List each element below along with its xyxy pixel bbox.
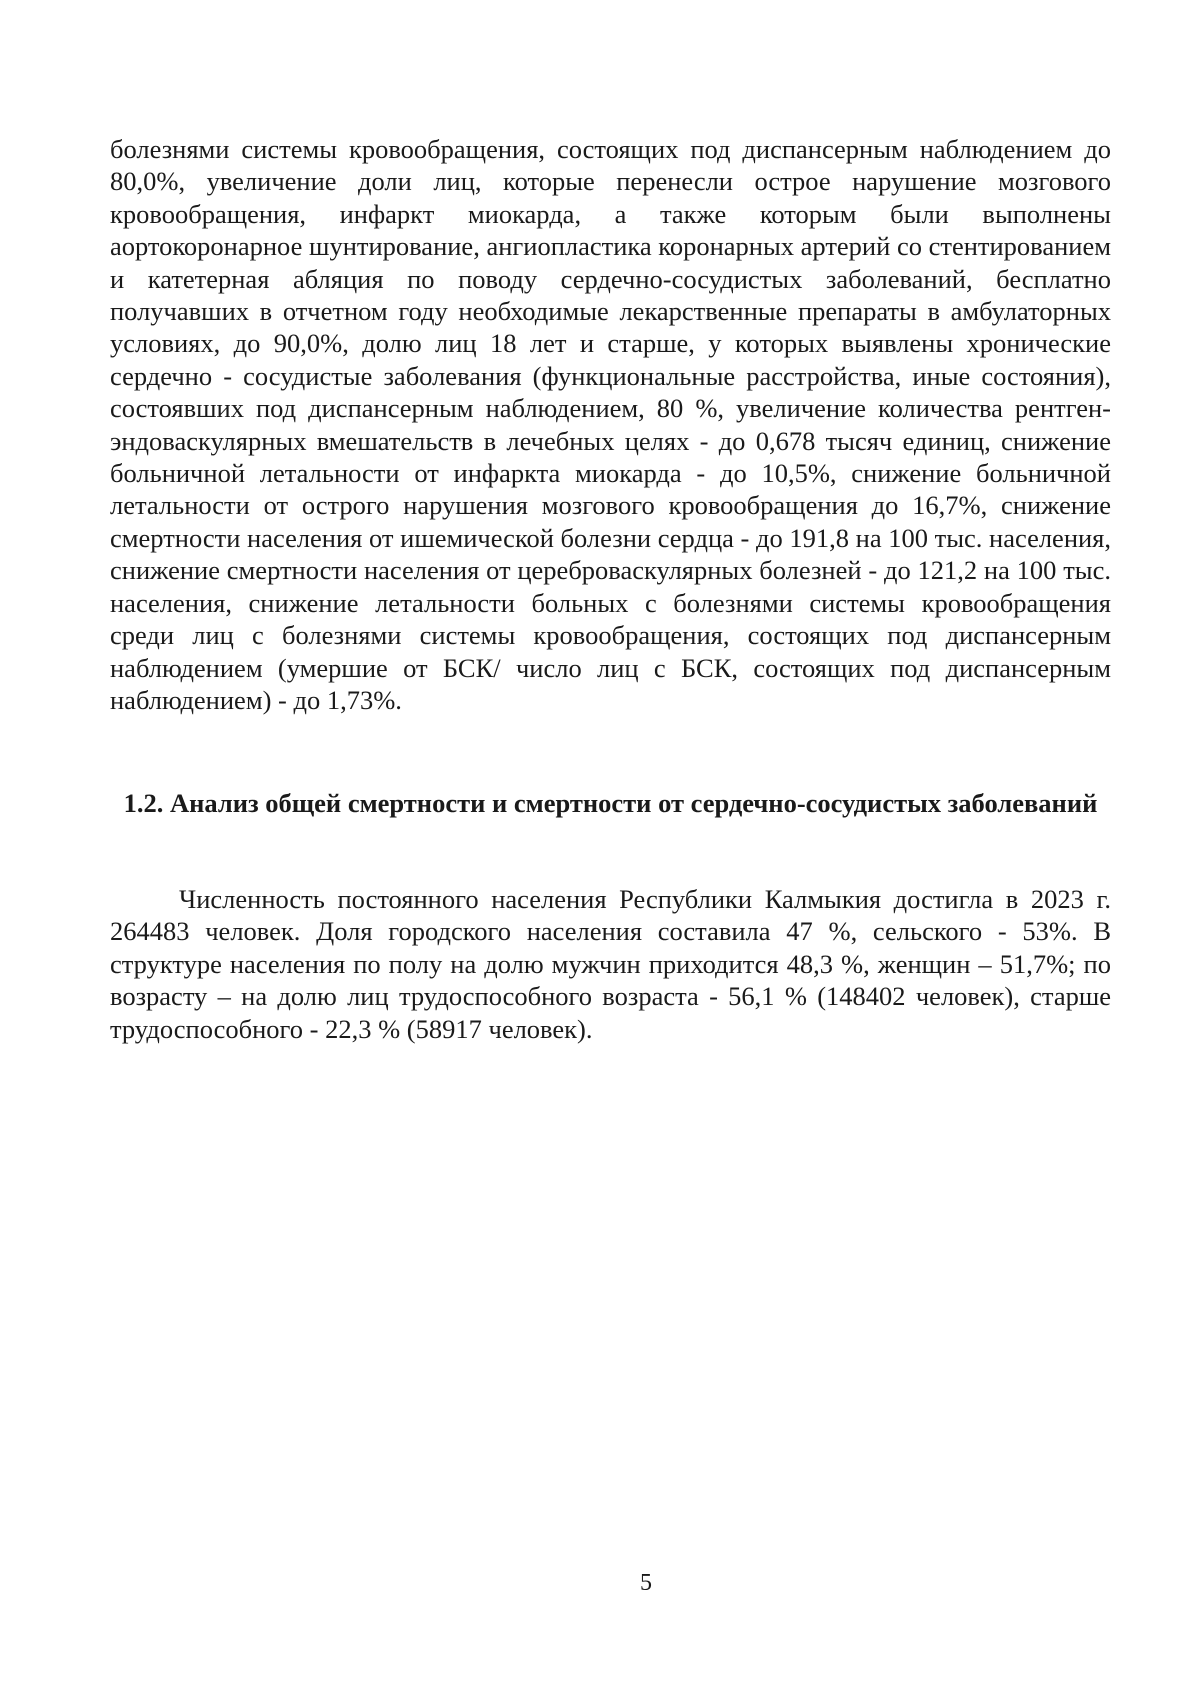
body-paragraph-population: Численность постоянного населения Республики Калмыкия достигла в 2023 г. 264483 человек. Доля городского населения составила 47 %, сельского - 53%. В структуре населения по полу на долю мужчин приходится 48,3 %, женщин – 51,7%; по возрасту – на долю лиц трудоспособного возраста - 56,1 % (148402 человек), старше трудоспособного - 22,3 % (58917 человек). (110, 884, 1111, 1044)
body-paragraph-continued: болезнями системы кровообращения, состоящих под диспансерным наблюдением до 80,0%, увеличение доли лиц, которые перенесли острое нарушение мозгового кровообращения, инфаркт миокарда, а также которым были выполнены аортокоронарное шунтирование, ангиопластика коронарных артерий со стентированием и катетерная абляция по поводу сердечно-сосудистых заболеваний, бесплатно получавших в отчетном году необходимые лекарственные препараты в амбулаторных условиях, до 90,0%, долю лиц 18 лет и старше, у которых выявлены хронические сердечно - сосудистые заболевания (функциональные расстройства, иные состояния), состоявших под диспансерным наблюдением, 80 %, увеличение количества рентген-эндоваскулярных вмешательств в лечебных целях - до 0,678 тысяч единиц, снижение больничной летальности от инфаркта миокарда - до 10,5%, снижение больничной летальности от острого нарушения мозгового кровообращения до 16,7%, снижение смертности населения от ишемической болезни сердца - до 191,8 на 100 тыс. населения, снижение смертности населения от цереброваскулярных болезней - до 121,2 на 100 тыс. населения, снижение летальности больных с болезнями системы кровообращения среди лиц с болезнями системы кровообращения, состоящих под диспансерным наблюдением (умершие от БСК/ число лиц с БСК, состоящих под диспансерным наблюдением) - до 1,73%. (110, 134, 1111, 715)
section-heading: 1.2. Анализ общей смертности и смертности от сердечно-сосудистых заболеваний (123, 788, 1098, 818)
page-number: 5 (640, 1570, 652, 1596)
